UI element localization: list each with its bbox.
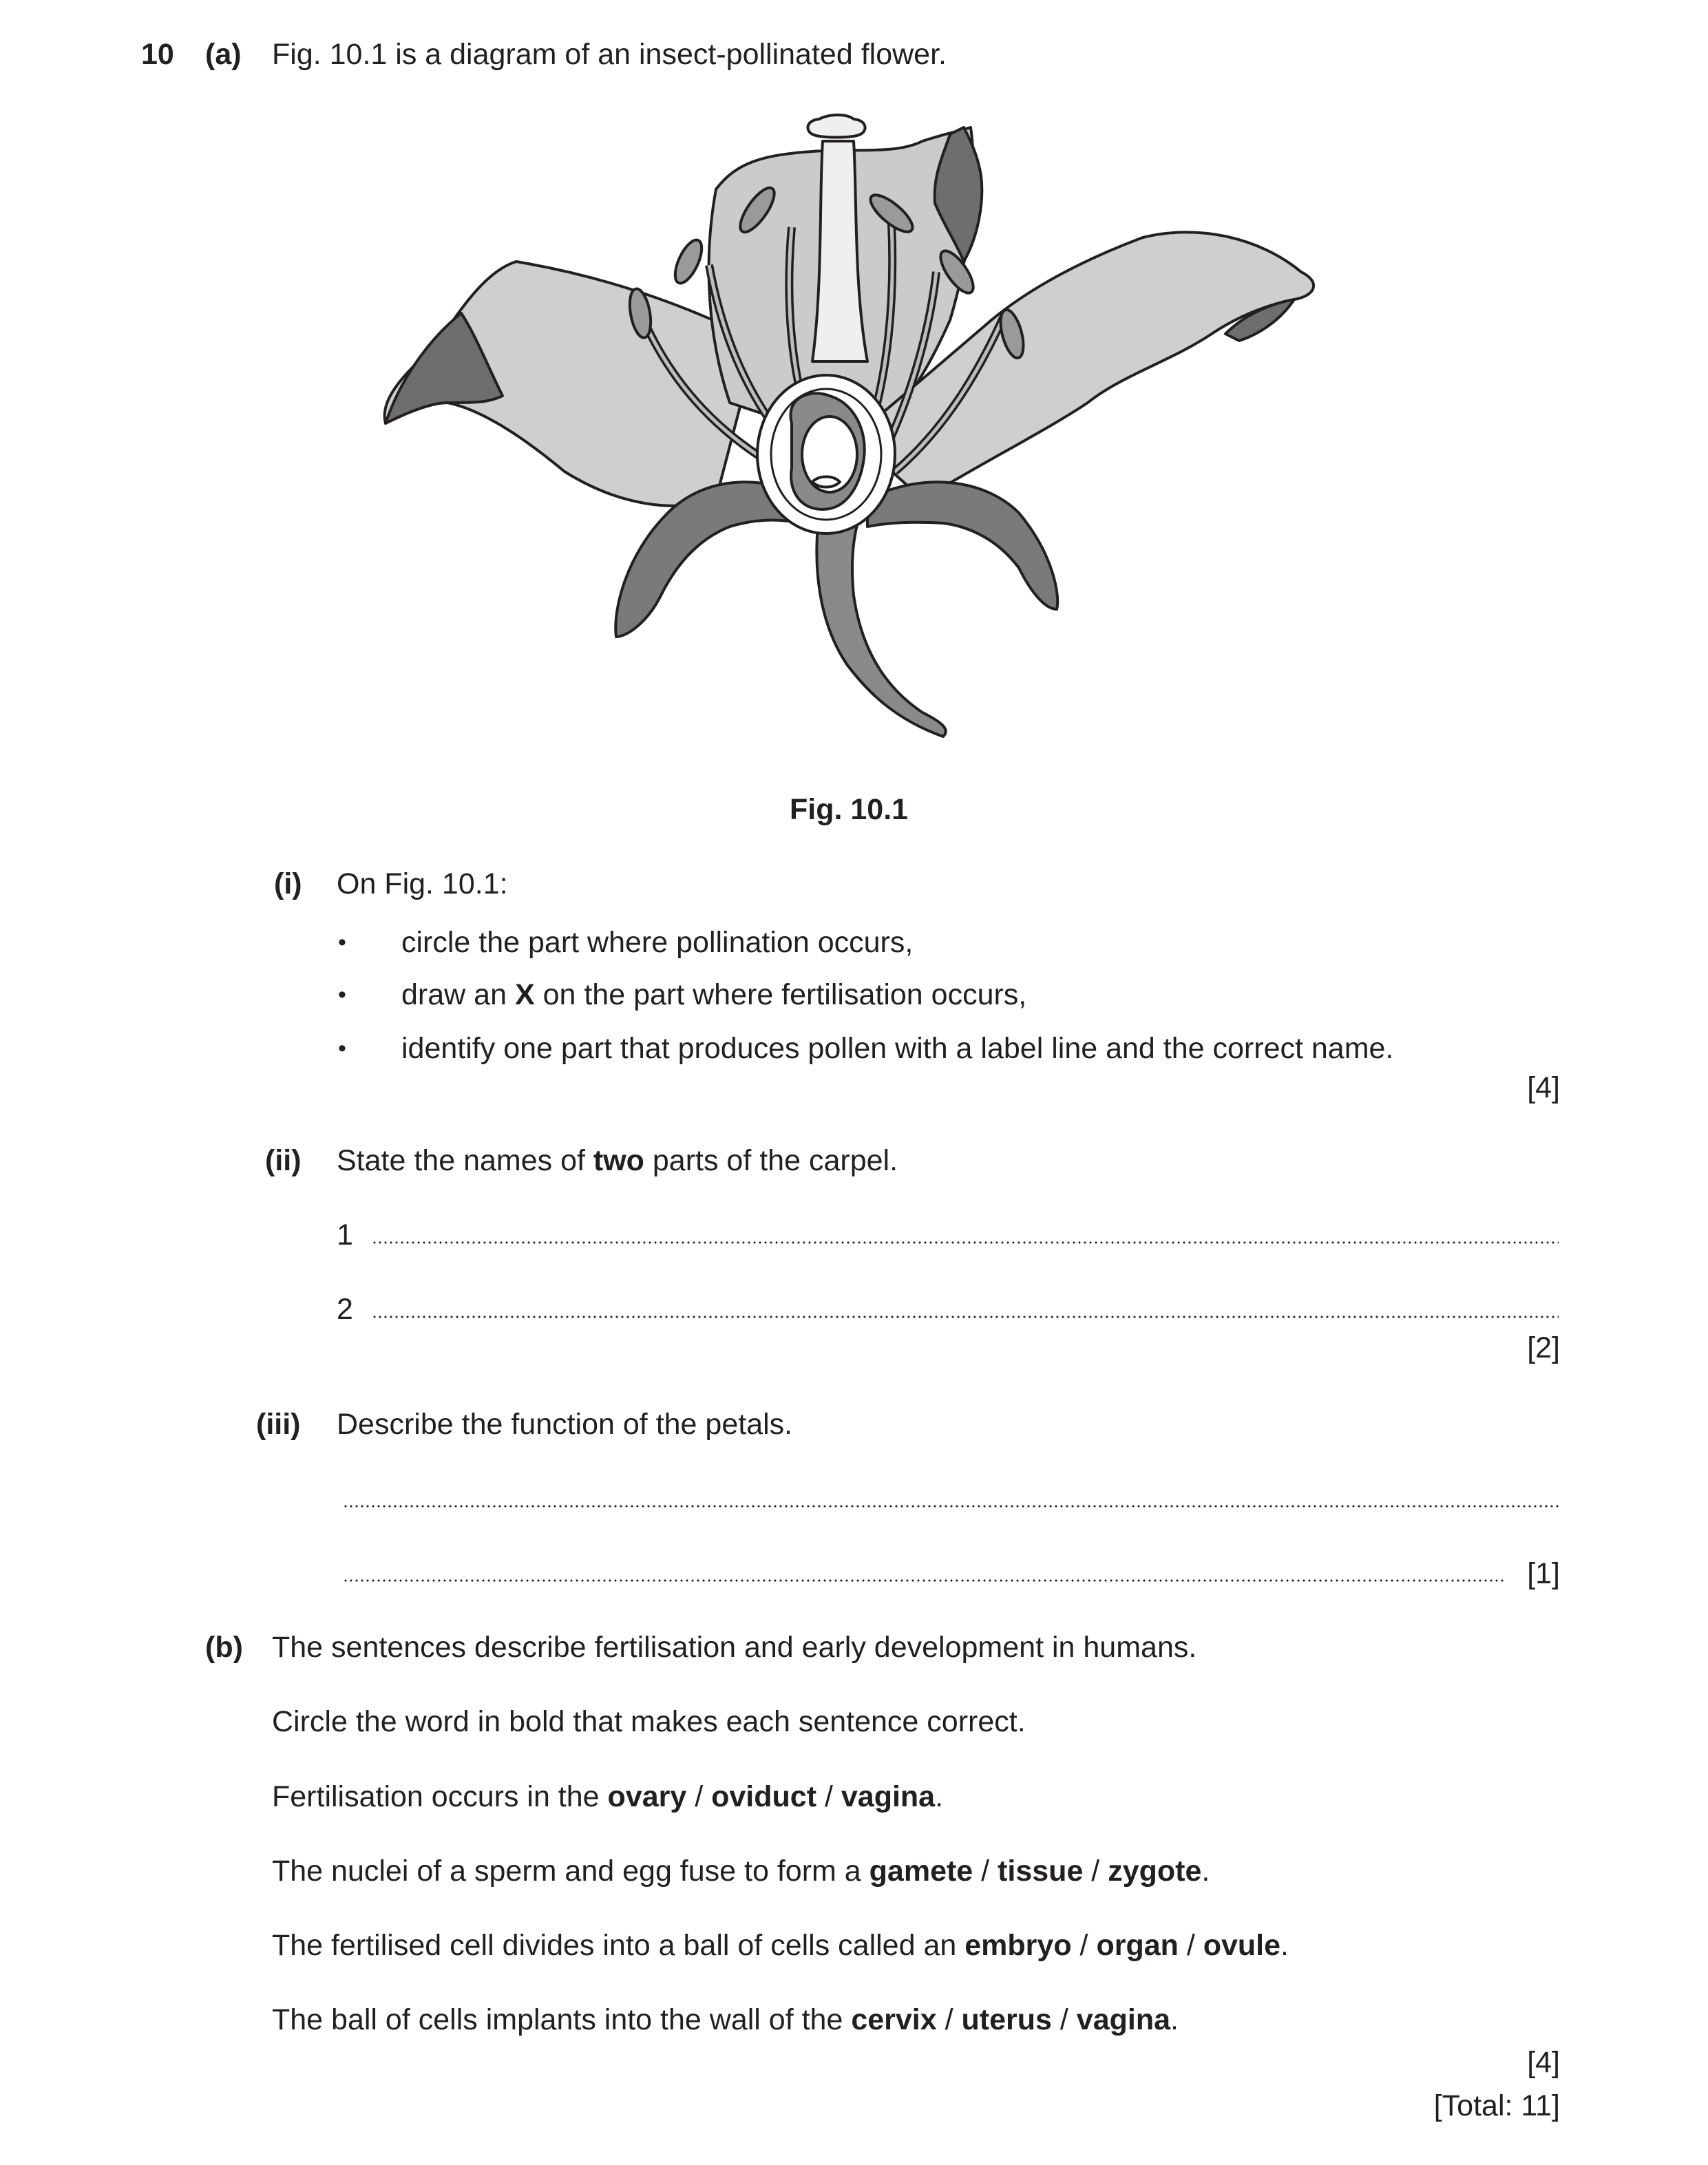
question-header [141,40,174,70]
choice-word[interactable]: vagina [1076,2003,1171,2036]
part-b-intro: The sentences describe fertilisation and early development in humans. [272,1631,1197,1664]
sub-iii-text: Describe the function of the petals. [337,1408,793,1441]
figure-caption: Fig. 10.1 [790,793,909,826]
sentence-1: Fertilisation occurs in the ovary / oviduct / vagina. [272,1780,944,1813]
choice-word[interactable]: ovule [1203,1929,1281,1962]
answer-line-1-number: 1 [337,1218,353,1252]
flower-diagram [372,114,1336,743]
sub-ii-marks: [2] [1527,1331,1560,1364]
answer-line-2-number: 2 [337,1293,353,1326]
part-b-label: (b) [205,1631,243,1664]
bullet-dot: • [338,929,346,955]
sub-i-text: On Fig. 10.1: [337,867,508,900]
sentence-4: The ball of cells implants into the wall of the cervix / uterus / vagina. [272,2003,1179,2036]
choice-word[interactable]: cervix [851,2003,937,2036]
sub-ii-label: (ii) [265,1144,302,1177]
choice-word[interactable]: vagina [841,1780,936,1813]
answer-line-4[interactable] [343,1579,1506,1582]
choice-word[interactable]: organ [1096,1929,1179,1962]
bullet-dot: • [338,982,346,1008]
sentence-2: The nuclei of a sperm and egg fuse to form a gamete / tissue / zygote. [272,1855,1210,1888]
sentence-3: The fertilised cell divides into a ball of cells called an embryo / organ / ovule. [272,1929,1289,1962]
answer-line-2[interactable] [372,1316,1559,1318]
part-b-marks: [4] [1527,2046,1560,2079]
sub-ii-text: State the names of two parts of the carpel. [337,1144,898,1177]
sub-iii-label: (iii) [256,1408,301,1441]
choice-word[interactable]: embryo [964,1929,1072,1962]
sub-i-label: (i) [274,867,302,900]
answer-line-1[interactable] [372,1241,1559,1244]
bullet-dot: • [338,1035,346,1062]
bullet-3: identify one part that produces pollen with a label line and the correct name. [401,1032,1394,1065]
part-a-label-wrap [205,40,242,70]
bullet-1: circle the part where pollination occurs, [401,926,914,959]
bullet-2: draw an X on the part where fertilisation occurs, [401,978,1027,1011]
anther [670,236,707,286]
part-b-instruction: Circle the word in bold that makes each sentence correct. [272,1705,1026,1738]
answer-line-3[interactable] [343,1505,1559,1508]
part-a-intro: Fig. 10.1 is a diagram of an insect-pollinated flower. [272,38,947,71]
choice-word[interactable]: zygote [1108,1855,1202,1888]
right-sepal [867,482,1057,609]
choice-word[interactable]: tissue [998,1855,1084,1888]
choice-word[interactable]: ovary [607,1780,687,1813]
total-marks: [Total: 11] [1433,2089,1560,2122]
stigma [808,115,865,138]
choice-word[interactable]: uterus [961,2003,1052,2036]
part-a-label: (a) [205,38,242,71]
sub-i-marks: [4] [1527,1071,1560,1104]
choice-word[interactable]: gamete [869,1855,973,1888]
question-number: 10 [141,38,174,71]
sub-iii-marks: [1] [1527,1557,1560,1590]
choice-word[interactable]: oviduct [711,1780,817,1813]
flower-stalk [816,513,945,737]
